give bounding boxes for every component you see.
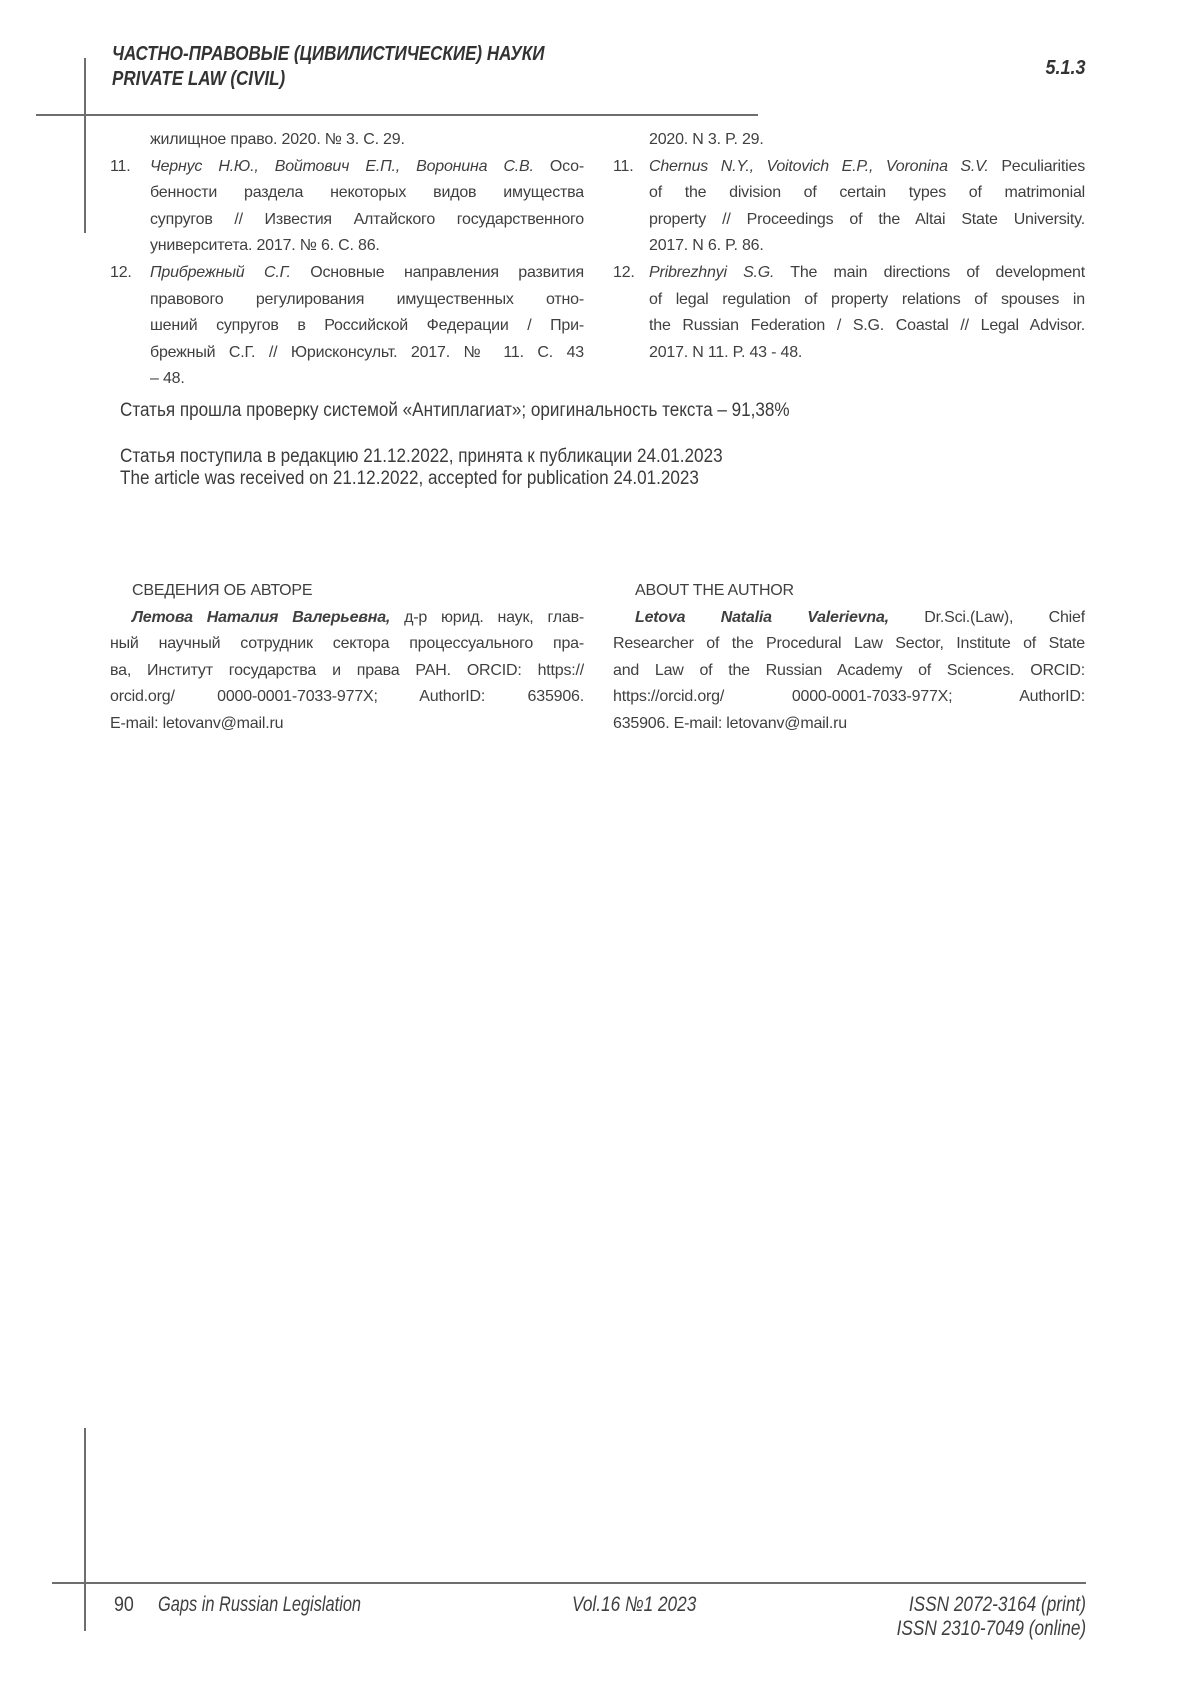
- specialty-code: [1041, 57, 1085, 79]
- reference-line: the Russian Federation / S.G. Coastal // Legal Advisor.: [649, 317, 1085, 335]
- plagiarism-check-note: Статья прошла проверку системой «Антиплагиат»; оригинальность текста – 91,38%: [120, 400, 790, 421]
- reference-carryover-line: 2020. N 3. P. 29.: [649, 131, 764, 148]
- author-bio-line: Летова Наталия Валерьевна, д-р юрид. наук, глав-: [132, 608, 584, 626]
- reference-line: университета. 2017. № 6. С. 86.: [150, 237, 380, 255]
- received-date-note-en: The article was received on 21.12.2022, accepted for publication 24.01.2023: [120, 468, 699, 489]
- issn-print: ISSN 2072-3164 (print): [908, 1593, 1086, 1616]
- journal-title: Gaps in Russian Legislation: [158, 1593, 362, 1616]
- reference-number: 12.: [110, 263, 132, 281]
- references-column-ru: [110, 127, 584, 393]
- reference-line: Прибрежный С.Г. Основные направления развития: [150, 263, 584, 281]
- running-head-ru: ЧАСТНО-ПРАВОВЫЕ (ЦИВИЛИСТИЧЕСКИЕ) НАУКИ: [112, 43, 545, 65]
- bottom-left-vertical-rule: [84, 1428, 86, 1631]
- reference-line: брежный С.Г. // Юрисконсульт. 2017. № 11. С. 43: [150, 343, 584, 361]
- author-bio-line: Letova Natalia Valerievna, Dr.Sci.(Law), Chief: [635, 608, 1085, 626]
- header-divider-rule: [36, 114, 758, 116]
- reference-item-11-ru: [110, 154, 584, 260]
- reference-line: – 48.: [150, 370, 185, 388]
- reference-line: Чернус Н.Ю., Войтович Е.П., Воронина С.В. Осо-: [150, 157, 584, 175]
- issn-online: ISSN 2310-7049 (online): [896, 1617, 1086, 1640]
- reference-line: правового регулирования имущественных отно-: [150, 290, 584, 308]
- issn-block: [855, 1593, 1086, 1641]
- reference-number: 11.: [110, 157, 131, 175]
- footer-divider-rule: [52, 1582, 1086, 1584]
- running-head: [112, 42, 621, 92]
- running-head-en: PRIVATE LAW (CIVIL): [112, 68, 286, 90]
- reference-line: шений супругов в Российской Федерации / При-: [150, 317, 584, 335]
- received-date-note-ru: Статья поступила в редакцию 21.12.2022, принята к публикации 24.01.2023: [120, 446, 723, 467]
- volume-issue: Vol.16 №1 2023: [572, 1593, 697, 1616]
- reference-number: 11.: [613, 157, 634, 175]
- reference-line: of the division of certain types of matrimonial: [649, 184, 1085, 202]
- author-bio-line: ва, Институт государства и права РАН. ORCID: https://: [110, 661, 584, 679]
- author-bio-line: https://orcid.org/ 0000-0001-7033-977X; AuthorID:: [613, 688, 1085, 706]
- reference-line: 2017. N 11. P. 43 - 48.: [649, 343, 803, 361]
- author-bio-line: and Law of the Russian Academy of Sciences. ORCID:: [613, 661, 1085, 679]
- reference-line: бенности раздела некоторых видов имущества: [150, 184, 584, 202]
- about-author-heading-ru: СВЕДЕНИЯ ОБ АВТОРЕ: [132, 582, 313, 599]
- reference-line: property // Proceedings of the Altai State University.: [649, 210, 1085, 228]
- references-column-en: [613, 127, 1085, 366]
- reference-item-12-en: [613, 260, 1085, 366]
- page-number: 90: [114, 1593, 134, 1616]
- top-left-vertical-rule: [84, 58, 86, 233]
- reference-line: Chernus N.Y., Voitovich E.P., Voronina S.V. Peculiarities: [649, 157, 1085, 175]
- about-author-ru: [110, 578, 584, 738]
- about-author-heading-en: ABOUT THE AUTHOR: [635, 582, 794, 599]
- reference-line: супругов // Известия Алтайского государственного: [150, 210, 584, 228]
- specialty-code-text: 5.1.3: [1044, 57, 1085, 79]
- reference-line: Pribrezhnyi S.G. The main directions of development: [649, 263, 1085, 281]
- author-email-line: E-mail: letovanv@mail.ru: [110, 714, 284, 732]
- reference-carryover-line: жилищное право. 2020. № 3. С. 29.: [150, 131, 405, 148]
- author-bio-line: ный научный сотрудник сектора процессуального пра-: [110, 635, 584, 653]
- reference-line: 2017. N 6. P. 86.: [649, 237, 764, 255]
- reference-line: of legal regulation of property relations of spouses in: [649, 290, 1085, 308]
- author-bio-line: orcid.org/ 0000-0001-7033-977X; AuthorID: 635906.: [110, 688, 584, 706]
- about-author-en: [613, 578, 1085, 738]
- reference-item-12-ru: [110, 260, 584, 393]
- author-bio-line: Researcher of the Procedural Law Sector, Institute of State: [613, 635, 1085, 653]
- author-email-line: 635906. E-mail: letovanv@mail.ru: [613, 714, 847, 732]
- reference-number: 12.: [613, 263, 635, 281]
- reference-item-11-en: [613, 154, 1085, 260]
